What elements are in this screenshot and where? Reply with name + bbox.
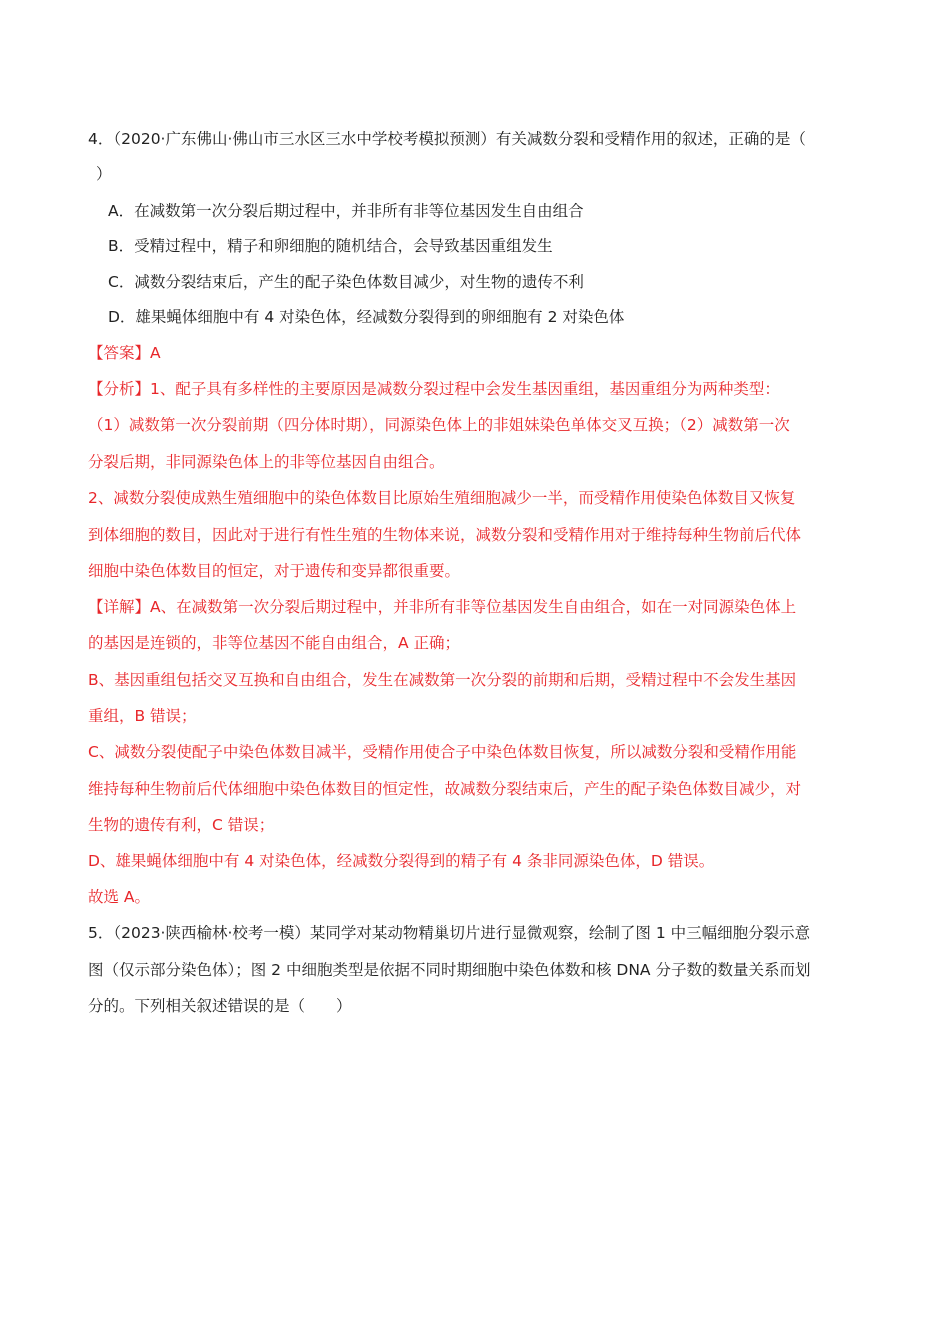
q4-analysis-line: 细胞中染色体数目的恒定，对于遗传和变异都很重要。 (88, 562, 461, 580)
q4-analysis-line: 到体细胞的数目，因此对于进行有性生殖的生物体来说，减数分裂和受精作用对于维持每种生物前后代体 (88, 526, 802, 544)
q4-detail-line: B、基因重组包括交叉互换和自由组合，发生在减数第一次分裂的前期和后期，受精过程中不会发生基因 (88, 671, 797, 689)
q4-option-a: A．在减数第一次分裂后期过程中，并非所有非等位基因发生自由组合 (108, 202, 584, 220)
q4-option-c: C．减数分裂结束后，产生的配子染色体数目减少，对生物的遗传不利 (108, 273, 584, 291)
q5-stem-line: 图（仅示部分染色体）；图 2 中细胞类型是依据不同时期细胞中染色体数和核 DNA 分子数的数量关系而划 (88, 961, 811, 979)
q4-analysis-line: 【分析】1、配子具有多样性的主要原因是减数分裂过程中会发生基因重组，基因重组分为两种类型： (88, 380, 780, 398)
q4-option-d: D．雄果蝇体细胞中有 4 对染色体，经减数分裂得到的卵细胞有 2 对染色体 (108, 308, 625, 326)
q4-detail-line: 【详解】A、在减数第一次分裂后期过程中，并非所有非等位基因发生自由组合，如在一对同源染色体上 (88, 598, 797, 616)
q4-detail-line: 重组，B 错误； (88, 707, 197, 725)
q4-detail-line: 的基因是连锁的，非等位基因不能自由组合，A 正确； (88, 634, 461, 652)
q4-stem-line2: ） (96, 165, 112, 183)
q4-detail-line: C、减数分裂使配子中染色体数目减半，受精作用使合子中染色体数目恢复，所以减数分裂和受精作用能 (88, 743, 797, 761)
q4-option-b: B．受精过程中，精子和卵细胞的随机结合，会导致基因重组发生 (108, 237, 553, 255)
q5-stem-line: 5．（2023·陕西榆林·校考一模）某同学对某动物精巢切片进行显微观察，绘制了图 1 中三幅细胞分裂示意 (88, 924, 811, 942)
q4-conclusion: 故选 A。 (88, 888, 151, 906)
q4-analysis-line: 2、减数分裂使成熟生殖细胞中的染色体数目比原始生殖细胞减少一半，而受精作用使染色体数目又恢复 (88, 489, 796, 507)
q5-stem-line: 分的。下列相关叙述错误的是（ ） (88, 997, 352, 1015)
q4-stem-line1: 4．（2020·广东佛山·佛山市三水区三水中学校考模拟预测）有关减数分裂和受精作用的叙述，正确的是（ (88, 130, 806, 148)
q4-detail-line: D、雄果蝇体细胞中有 4 对染色体，经减数分裂得到的精子有 4 条非同源染色体，D 错误。 (88, 852, 715, 870)
q4-analysis-line: （1）减数第一次分裂前期（四分体时期），同源染色体上的非姐妹染色单体交叉互换；（2）减数第一次 (88, 416, 790, 434)
q4-analysis-line: 分裂后期，非同源染色体上的非等位基因自由组合。 (88, 453, 445, 471)
q4-detail-line: 生物的遗传有利，C 错误； (88, 816, 275, 834)
q4-detail-line: 维持每种生物前后代体细胞中染色体数目的恒定性，故减数分裂结束后，产生的配子染色体数目减少，对 (88, 780, 802, 798)
q4-answer: 【答案】A (88, 344, 161, 362)
